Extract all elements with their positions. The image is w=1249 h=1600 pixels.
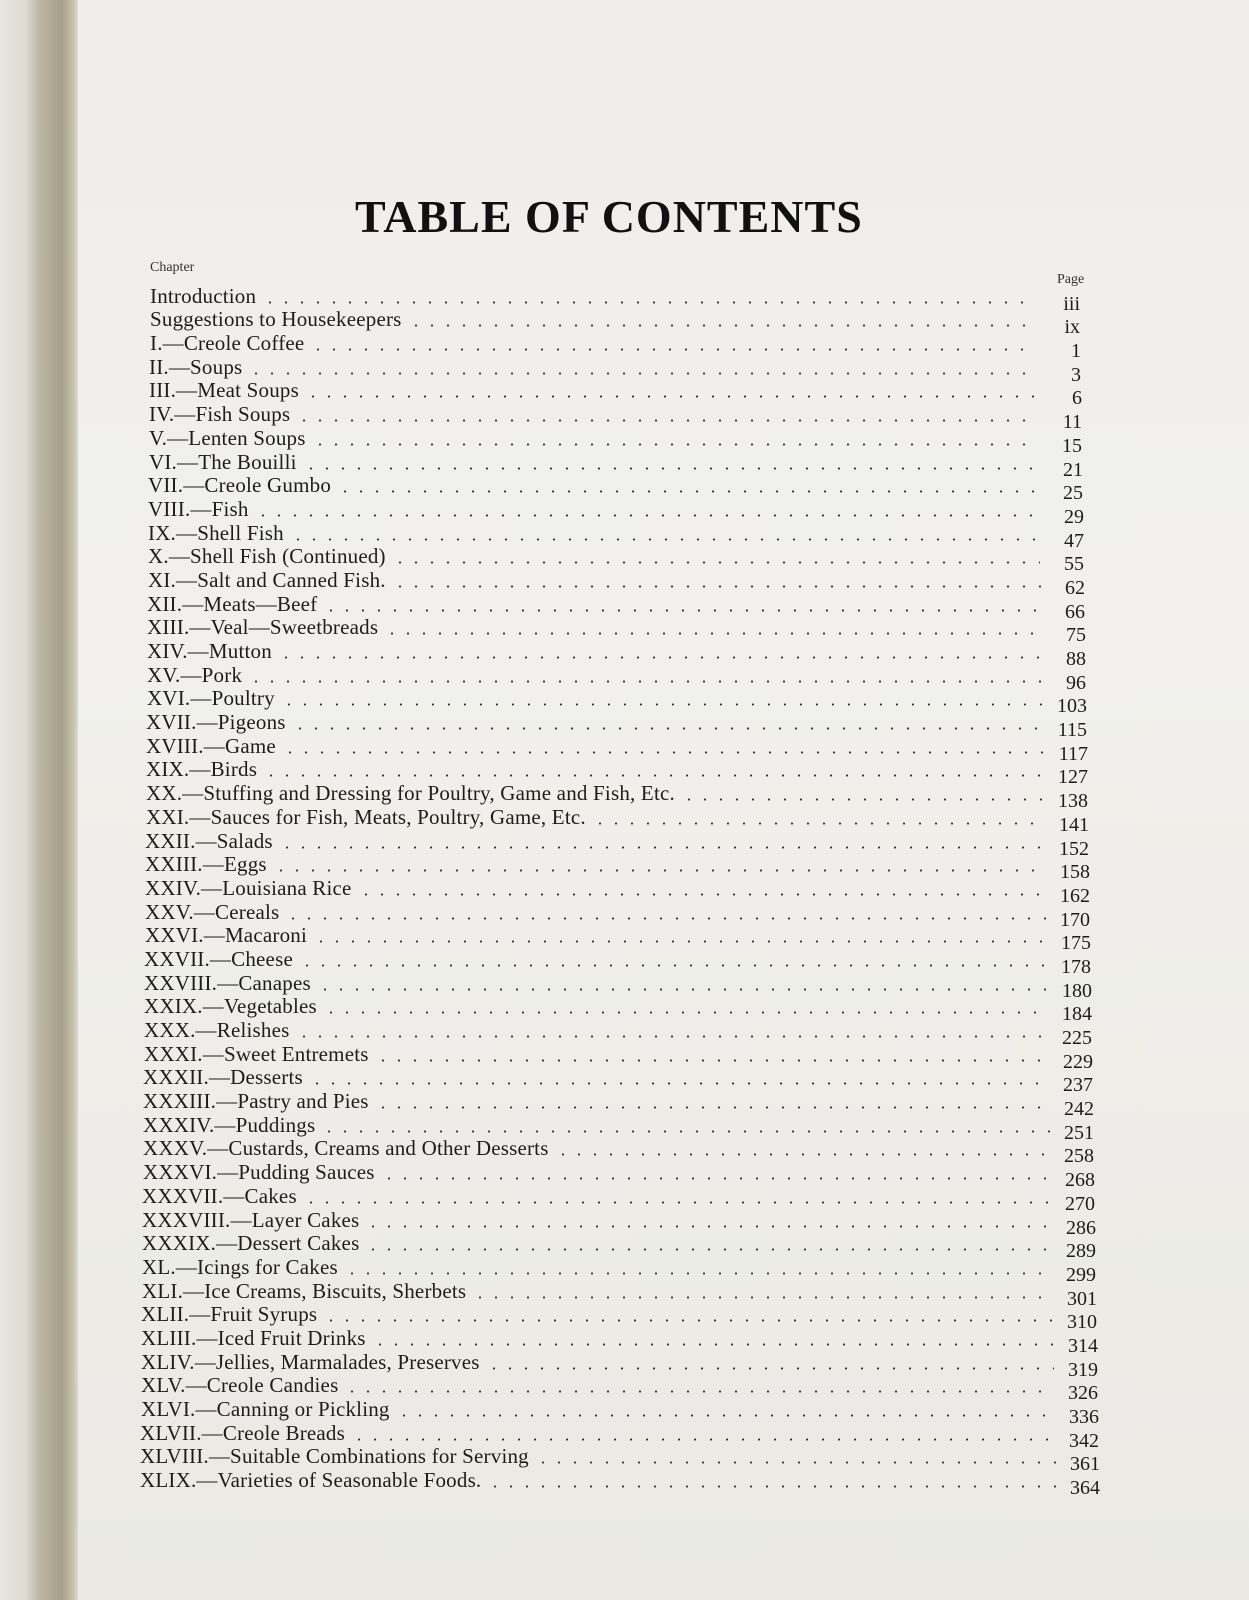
toc-entry-label: XXXVI.—Pudding Sauces bbox=[143, 1160, 375, 1185]
toc-entry-page: 310 bbox=[1067, 1311, 1097, 1334]
toc-entry-label: XIX.—Birds bbox=[146, 757, 258, 782]
toc-entry-page: 88 bbox=[1066, 648, 1086, 670]
dot-leader bbox=[396, 1414, 1055, 1417]
toc-entry-page: 62 bbox=[1065, 576, 1085, 599]
toc-entry-label: XX.—Stuffing and Dressing for Poultry, Game and Fish, Etc. bbox=[146, 781, 675, 806]
dot-leader bbox=[255, 514, 1040, 517]
toc-entry-label: VIII.—Fish bbox=[148, 496, 249, 521]
toc-entry bbox=[0, 1444, 1249, 1476]
dot-leader bbox=[487, 1485, 1056, 1488]
toc-entry-label: XXII.—Salads bbox=[145, 828, 273, 853]
toc-entry-page: 141 bbox=[1059, 813, 1089, 836]
dot-leader bbox=[384, 632, 1042, 635]
toc-entry-page: 319 bbox=[1068, 1358, 1098, 1381]
toc-entry-label: IX.—Shell Fish bbox=[148, 520, 284, 545]
toc-entry-page: 3 bbox=[1071, 363, 1081, 386]
toc-entry bbox=[0, 1231, 1249, 1263]
toc-entry-label: XLVII.—Creole Breads bbox=[140, 1420, 346, 1445]
toc-entry-label: VI.—The Bouilli bbox=[149, 449, 297, 474]
toc-entry bbox=[0, 567, 1249, 599]
toc-entry bbox=[0, 852, 1249, 884]
toc-entry bbox=[0, 781, 1249, 813]
toc-entry-label: XXIX.—Vegetables bbox=[144, 994, 317, 1019]
dot-leader bbox=[337, 490, 1039, 493]
toc-entry bbox=[0, 544, 1249, 576]
dot-leader bbox=[248, 680, 1042, 683]
toc-entry-label: XXX.—Relishes bbox=[144, 1018, 290, 1042]
toc-entry bbox=[0, 331, 1249, 363]
toc-entry bbox=[0, 639, 1249, 670]
toc-entry-label: XVIII.—Game bbox=[146, 733, 276, 758]
toc-entry bbox=[0, 970, 1249, 1002]
toc-entry bbox=[0, 733, 1249, 765]
dot-leader bbox=[486, 1367, 1054, 1370]
toc-entry-label: III.—Meat Soups bbox=[149, 378, 299, 403]
toc-entry bbox=[0, 1089, 1249, 1121]
toc-entry bbox=[0, 520, 1249, 552]
toc-entry bbox=[0, 449, 1249, 481]
toc-entry bbox=[0, 804, 1249, 836]
toc-entry-label: XXXIV.—Puddings bbox=[143, 1112, 316, 1137]
toc-entry bbox=[0, 1041, 1249, 1073]
toc-entry-page: 152 bbox=[1059, 837, 1089, 860]
dot-leader bbox=[323, 609, 1041, 612]
toc-entry bbox=[0, 899, 1249, 931]
dot-leader bbox=[296, 419, 1038, 422]
toc-entry-label: XXVI.—Macaroni bbox=[145, 923, 308, 948]
toc-entry bbox=[0, 1373, 1249, 1405]
dot-leader bbox=[392, 585, 1041, 588]
toc-entry bbox=[0, 1302, 1249, 1334]
toc-entry-label: I.—Creole Coffee bbox=[150, 331, 305, 356]
toc-entry-label: XII.—Meats—Beef bbox=[147, 591, 318, 616]
toc-entry-label: XXVIII.—Canapes bbox=[144, 970, 311, 995]
toc-entry bbox=[0, 496, 1249, 528]
dot-leader bbox=[312, 443, 1038, 446]
toc-entry bbox=[0, 1420, 1249, 1452]
toc-entry-label: XV.—Pork bbox=[147, 662, 243, 687]
toc-entry-page: 178 bbox=[1061, 955, 1091, 978]
toc-entry-label: XXI.—Sauces for Fish, Meats, Poultry, Game, Etc. bbox=[146, 804, 586, 829]
dot-leader bbox=[323, 1011, 1048, 1014]
toc-entry bbox=[0, 923, 1249, 955]
dot-leader bbox=[592, 822, 1045, 825]
toc-entry-page: 270 bbox=[1065, 1192, 1095, 1215]
dot-leader bbox=[303, 1201, 1051, 1204]
toc-entry-label: XLV.—Creole Candies bbox=[141, 1373, 339, 1398]
toc-entry-page: iii bbox=[1063, 292, 1080, 315]
toc-entry-label: XXIII.—Eggs bbox=[145, 852, 267, 877]
toc-entry-page: 75 bbox=[1066, 624, 1086, 647]
toc-entry-label: XLI.—Ice Creams, Biscuits, Sherbets bbox=[142, 1278, 467, 1303]
dot-leader bbox=[323, 1319, 1053, 1322]
toc-entry bbox=[0, 1160, 1249, 1192]
toc-entry bbox=[0, 828, 1249, 860]
toc-entry bbox=[0, 307, 1249, 339]
chapter-column-header: Chapter bbox=[150, 260, 195, 275]
toc-entry-label: XXXVII.—Cakes bbox=[142, 1183, 297, 1208]
toc-entry-page: 15 bbox=[1062, 434, 1082, 457]
dot-leader bbox=[279, 846, 1045, 849]
toc-entry-page: 138 bbox=[1058, 790, 1088, 813]
toc-entry bbox=[0, 378, 1249, 410]
toc-entry-page: 175 bbox=[1061, 932, 1091, 955]
toc-entry bbox=[0, 354, 1249, 386]
toc-entry-page: 162 bbox=[1060, 884, 1090, 907]
dot-leader bbox=[282, 751, 1044, 754]
toc-entry bbox=[0, 1254, 1249, 1286]
toc-entry-label: XIII.—Veal—Sweetbreads bbox=[147, 615, 379, 640]
toc-entry-page: ix bbox=[1064, 316, 1080, 339]
toc-entry-page: 6 bbox=[1072, 387, 1082, 410]
toc-entry-label: V.—Lenten Soups bbox=[149, 425, 306, 450]
toc-entry bbox=[0, 283, 1249, 315]
page-column-header: Page bbox=[1057, 272, 1085, 287]
toc-entry-page: 326 bbox=[1068, 1382, 1098, 1405]
toc-list bbox=[0, 283, 1249, 1500]
toc-entry-label: XLVIII.—Suitable Combinations for Serving bbox=[140, 1444, 529, 1469]
toc-entry-page: 66 bbox=[1065, 600, 1085, 623]
toc-entry bbox=[0, 1065, 1249, 1097]
toc-entry-page: 251 bbox=[1064, 1121, 1094, 1144]
toc-entry bbox=[0, 591, 1249, 623]
toc-entry bbox=[0, 662, 1249, 694]
dot-leader bbox=[365, 1248, 1052, 1251]
dot-leader bbox=[555, 1153, 1050, 1156]
dot-leader bbox=[299, 964, 1047, 967]
toc-entry-label: XI.—Salt and Canned Fish. bbox=[148, 567, 386, 592]
toc-entry bbox=[0, 1468, 1249, 1500]
toc-entry-page: 29 bbox=[1064, 505, 1084, 528]
toc-entry-page: 225 bbox=[1062, 1027, 1092, 1049]
toc-entry-label: XXIV.—Louisiana Rice bbox=[145, 875, 352, 900]
dot-leader bbox=[365, 1225, 1052, 1228]
toc-entry-label: XXVII.—Cheese bbox=[144, 946, 293, 971]
toc-entry-label: Introduction bbox=[150, 283, 257, 308]
dot-leader bbox=[248, 372, 1037, 375]
toc-entry-label: IV.—Fish Soups bbox=[149, 402, 291, 427]
dot-leader bbox=[344, 1272, 1052, 1275]
toc-entry-page: 115 bbox=[1057, 719, 1087, 742]
toc-entry-label: XLIX.—Varieties of Seasonable Foods. bbox=[140, 1468, 482, 1493]
dot-leader bbox=[310, 348, 1037, 351]
toc-entry-label: Suggestions to Housekeepers bbox=[150, 307, 402, 332]
toc-entry-label: XL.—Icings for Cakes bbox=[142, 1254, 338, 1279]
toc-entry-page: 184 bbox=[1062, 1003, 1092, 1026]
toc-entry-page: 103 bbox=[1057, 695, 1087, 718]
toc-entry-page: 299 bbox=[1066, 1263, 1096, 1286]
toc-entry-label: XXXIX.—Dessert Cakes bbox=[142, 1231, 360, 1256]
toc-entry-page: 117 bbox=[1058, 742, 1088, 765]
toc-entry bbox=[0, 946, 1249, 978]
toc-entry-page: 314 bbox=[1068, 1334, 1098, 1357]
toc-entry-label: XLIII.—Iced Fruit Drinks bbox=[141, 1325, 366, 1350]
toc-entry-label: VII.—Creole Gumbo bbox=[148, 473, 332, 498]
toc-entry bbox=[0, 875, 1249, 907]
dot-leader bbox=[309, 1082, 1049, 1085]
toc-entry-page: 342 bbox=[1069, 1429, 1099, 1452]
toc-entry bbox=[0, 710, 1249, 742]
dot-leader bbox=[375, 1059, 1049, 1062]
page-title: TABLE OF CONTENTS bbox=[355, 191, 863, 242]
dot-leader bbox=[535, 1461, 1056, 1464]
toc-entry-page: 364 bbox=[1070, 1477, 1100, 1500]
toc-entry-page: 242 bbox=[1064, 1098, 1094, 1121]
toc-entry bbox=[0, 1136, 1249, 1168]
dot-leader bbox=[303, 467, 1039, 470]
dot-leader bbox=[285, 917, 1046, 920]
toc-entry-page: 180 bbox=[1062, 979, 1092, 1002]
toc-entry bbox=[0, 1278, 1249, 1310]
toc-entry-page: 127 bbox=[1058, 766, 1088, 789]
dot-leader bbox=[472, 1296, 1053, 1299]
toc-entry-page: 336 bbox=[1069, 1406, 1099, 1428]
toc-entry-page: 268 bbox=[1065, 1169, 1095, 1192]
dot-leader bbox=[392, 561, 1040, 564]
dot-leader bbox=[290, 538, 1040, 541]
toc-entry-label: XIV.—Mutton bbox=[147, 639, 272, 663]
dot-leader bbox=[321, 1130, 1050, 1133]
toc-entry-page: 286 bbox=[1066, 1216, 1096, 1239]
toc-entry-label: XLIV.—Jellies, Marmalades, Preserves bbox=[141, 1349, 480, 1374]
toc-entry-page: 96 bbox=[1066, 671, 1086, 694]
toc-entry-page: 55 bbox=[1064, 553, 1084, 576]
toc-entry bbox=[0, 757, 1249, 789]
toc-entry-page: 258 bbox=[1064, 1145, 1094, 1168]
toc-entry-label: XLII.—Fruit Syrups bbox=[141, 1302, 318, 1327]
dot-leader bbox=[351, 1438, 1055, 1441]
toc-entry-page: 1 bbox=[1071, 340, 1081, 363]
toc-entry-label: XLVI.—Canning or Pickling bbox=[141, 1397, 390, 1421]
toc-entry-label: XVI.—Poultry bbox=[147, 686, 275, 711]
toc-entry-label: XXXII.—Desserts bbox=[143, 1065, 303, 1090]
toc-entry bbox=[0, 994, 1249, 1026]
dot-leader bbox=[262, 301, 1036, 304]
toc-entry-page: 158 bbox=[1060, 861, 1090, 884]
toc-entry-page: 21 bbox=[1063, 458, 1083, 481]
toc-entry-label: XXXI.—Sweet Entremets bbox=[144, 1041, 369, 1066]
dot-leader bbox=[372, 1343, 1054, 1346]
toc-entry-label: XXXIII.—Pastry and Pies bbox=[143, 1089, 369, 1114]
toc-entry bbox=[0, 1207, 1249, 1239]
toc-entry bbox=[0, 615, 1249, 647]
toc-entry bbox=[0, 1112, 1249, 1144]
toc-entry-page: 361 bbox=[1070, 1453, 1100, 1476]
dot-leader bbox=[292, 727, 1043, 730]
dot-leader bbox=[296, 1035, 1048, 1038]
dot-leader bbox=[263, 774, 1044, 777]
toc-entry-page: 289 bbox=[1066, 1240, 1096, 1263]
toc-entry bbox=[0, 1349, 1249, 1381]
dot-leader bbox=[305, 395, 1038, 398]
toc-entry-page: 47 bbox=[1064, 529, 1084, 552]
dot-leader bbox=[358, 893, 1046, 896]
toc-entry-label: II.—Soups bbox=[149, 354, 243, 379]
toc-entry-label: XXXV.—Custards, Creams and Other Desserts bbox=[143, 1136, 549, 1161]
dot-leader bbox=[344, 1390, 1054, 1393]
dot-leader bbox=[313, 940, 1047, 943]
toc-entry-page: 301 bbox=[1067, 1287, 1097, 1310]
toc-entry bbox=[0, 425, 1249, 457]
toc-entry-label: XXV.—Cereals bbox=[145, 899, 280, 924]
toc-entry bbox=[0, 402, 1249, 434]
toc-entry-label: XVII.—Pigeons bbox=[146, 710, 286, 735]
dot-leader bbox=[408, 324, 1036, 327]
toc-entry-page: 229 bbox=[1063, 1050, 1093, 1073]
toc-entry-label: X.—Shell Fish (Continued) bbox=[148, 544, 386, 569]
dot-leader bbox=[281, 703, 1043, 706]
toc-entry-label: XXXVIII.—Layer Cakes bbox=[142, 1207, 360, 1232]
toc-entry bbox=[0, 1325, 1249, 1357]
dot-leader bbox=[375, 1106, 1050, 1109]
toc-entry bbox=[0, 1397, 1249, 1428]
toc-entry bbox=[0, 473, 1249, 505]
dot-leader bbox=[273, 869, 1046, 872]
toc-entry-page: 11 bbox=[1062, 411, 1082, 434]
dot-leader bbox=[317, 988, 1048, 991]
toc-entry bbox=[0, 686, 1249, 718]
dot-leader bbox=[278, 656, 1042, 659]
toc-entry-page: 170 bbox=[1060, 908, 1090, 931]
dot-leader bbox=[381, 1177, 1051, 1180]
toc-entry bbox=[0, 1018, 1249, 1049]
toc-entry-page: 25 bbox=[1063, 482, 1083, 505]
dot-leader bbox=[681, 798, 1044, 801]
toc-entry-page: 237 bbox=[1063, 1074, 1093, 1097]
toc-entry bbox=[0, 1183, 1249, 1215]
